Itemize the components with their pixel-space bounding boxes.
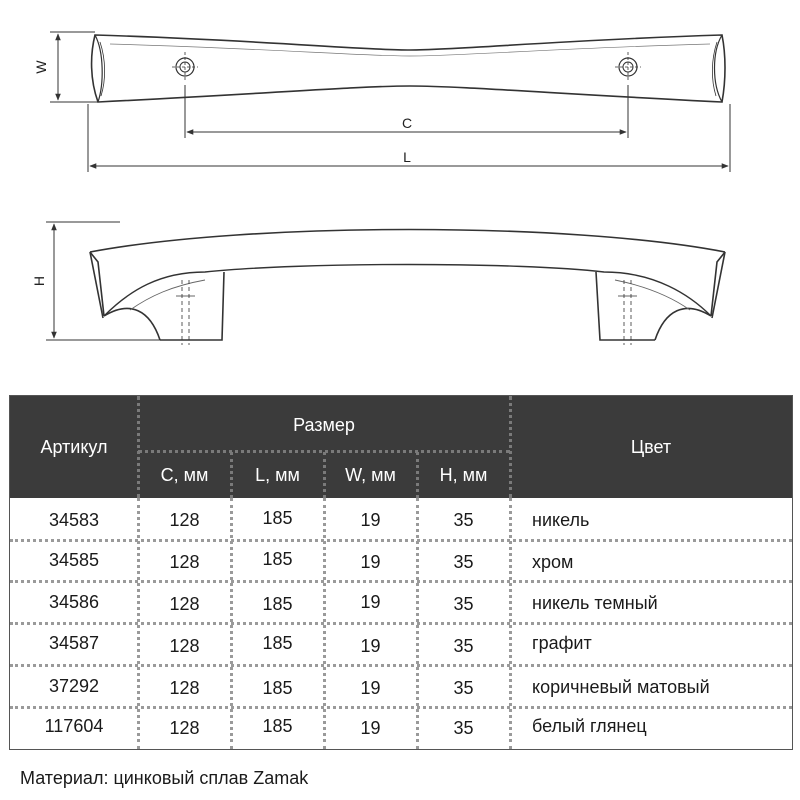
header-divider bbox=[230, 452, 233, 498]
header-h-mm: H, мм bbox=[439, 464, 488, 485]
dimension-w-label: W bbox=[33, 60, 49, 74]
cell-color: белый глянец bbox=[532, 716, 647, 736]
header-divider bbox=[509, 396, 512, 498]
cell-h: 35 bbox=[453, 552, 474, 572]
dimension-c-label: C bbox=[401, 115, 413, 131]
cell-article: 34583 bbox=[48, 510, 100, 530]
dimension-h bbox=[46, 222, 160, 340]
cell-w: 19 bbox=[360, 678, 381, 698]
cell-w: 19 bbox=[360, 552, 381, 572]
cell-l: 185 bbox=[262, 508, 293, 528]
cell-h: 35 bbox=[453, 510, 474, 530]
cell-c: 128 bbox=[169, 718, 200, 738]
dimension-l-label: L bbox=[403, 149, 411, 165]
cell-article: 37292 bbox=[48, 676, 100, 696]
cell-article: 34585 bbox=[48, 550, 100, 570]
handle-top-view bbox=[92, 35, 725, 102]
handle-side-view bbox=[90, 230, 725, 346]
specification-table bbox=[9, 395, 793, 750]
header-color: Цвет bbox=[630, 436, 672, 457]
cell-color: никель bbox=[532, 510, 590, 530]
cell-c: 128 bbox=[169, 552, 200, 572]
cell-c: 128 bbox=[169, 678, 200, 698]
cell-color: хром bbox=[532, 552, 574, 572]
right-mounting-hole bbox=[615, 52, 641, 82]
handle-technical-drawing bbox=[0, 0, 800, 390]
cell-c: 128 bbox=[169, 510, 200, 530]
cell-color: графит bbox=[532, 633, 592, 653]
cell-h: 35 bbox=[453, 718, 474, 738]
cell-c: 128 bbox=[169, 636, 200, 656]
cell-h: 35 bbox=[453, 594, 474, 614]
cell-c: 128 bbox=[169, 594, 200, 614]
cell-h: 35 bbox=[453, 678, 474, 698]
dimension-w bbox=[50, 32, 98, 102]
cell-article: 117604 bbox=[44, 716, 104, 736]
table-header bbox=[10, 396, 792, 498]
header-divider bbox=[137, 396, 140, 498]
cell-l: 185 bbox=[262, 594, 293, 614]
cell-h: 35 bbox=[453, 636, 474, 656]
cell-w: 19 bbox=[360, 510, 381, 530]
cell-article: 34587 bbox=[48, 633, 100, 653]
header-divider bbox=[416, 452, 419, 498]
cell-l: 185 bbox=[262, 678, 293, 698]
cell-w: 19 bbox=[360, 718, 381, 738]
header-l-mm: L, мм bbox=[255, 464, 300, 485]
header-c-mm: C, мм bbox=[160, 464, 209, 485]
cell-color: никель темный bbox=[532, 593, 658, 613]
cell-article: 34586 bbox=[48, 592, 100, 612]
dimension-h-label: H bbox=[31, 275, 47, 287]
cell-l: 185 bbox=[262, 716, 293, 736]
left-mounting-hole bbox=[172, 52, 198, 82]
header-size-group: Размер bbox=[293, 414, 355, 435]
header-w-mm: W, мм bbox=[345, 464, 396, 485]
header-article: Артикул bbox=[40, 436, 108, 457]
material-note: Материал: цинковый сплав Zamak bbox=[20, 768, 309, 788]
cell-w: 19 bbox=[360, 636, 381, 656]
cell-color: коричневый матовый bbox=[532, 677, 710, 697]
cell-w: 19 bbox=[360, 592, 381, 612]
cell-l: 185 bbox=[262, 549, 293, 569]
header-divider bbox=[323, 452, 326, 498]
cell-l: 185 bbox=[262, 633, 293, 653]
